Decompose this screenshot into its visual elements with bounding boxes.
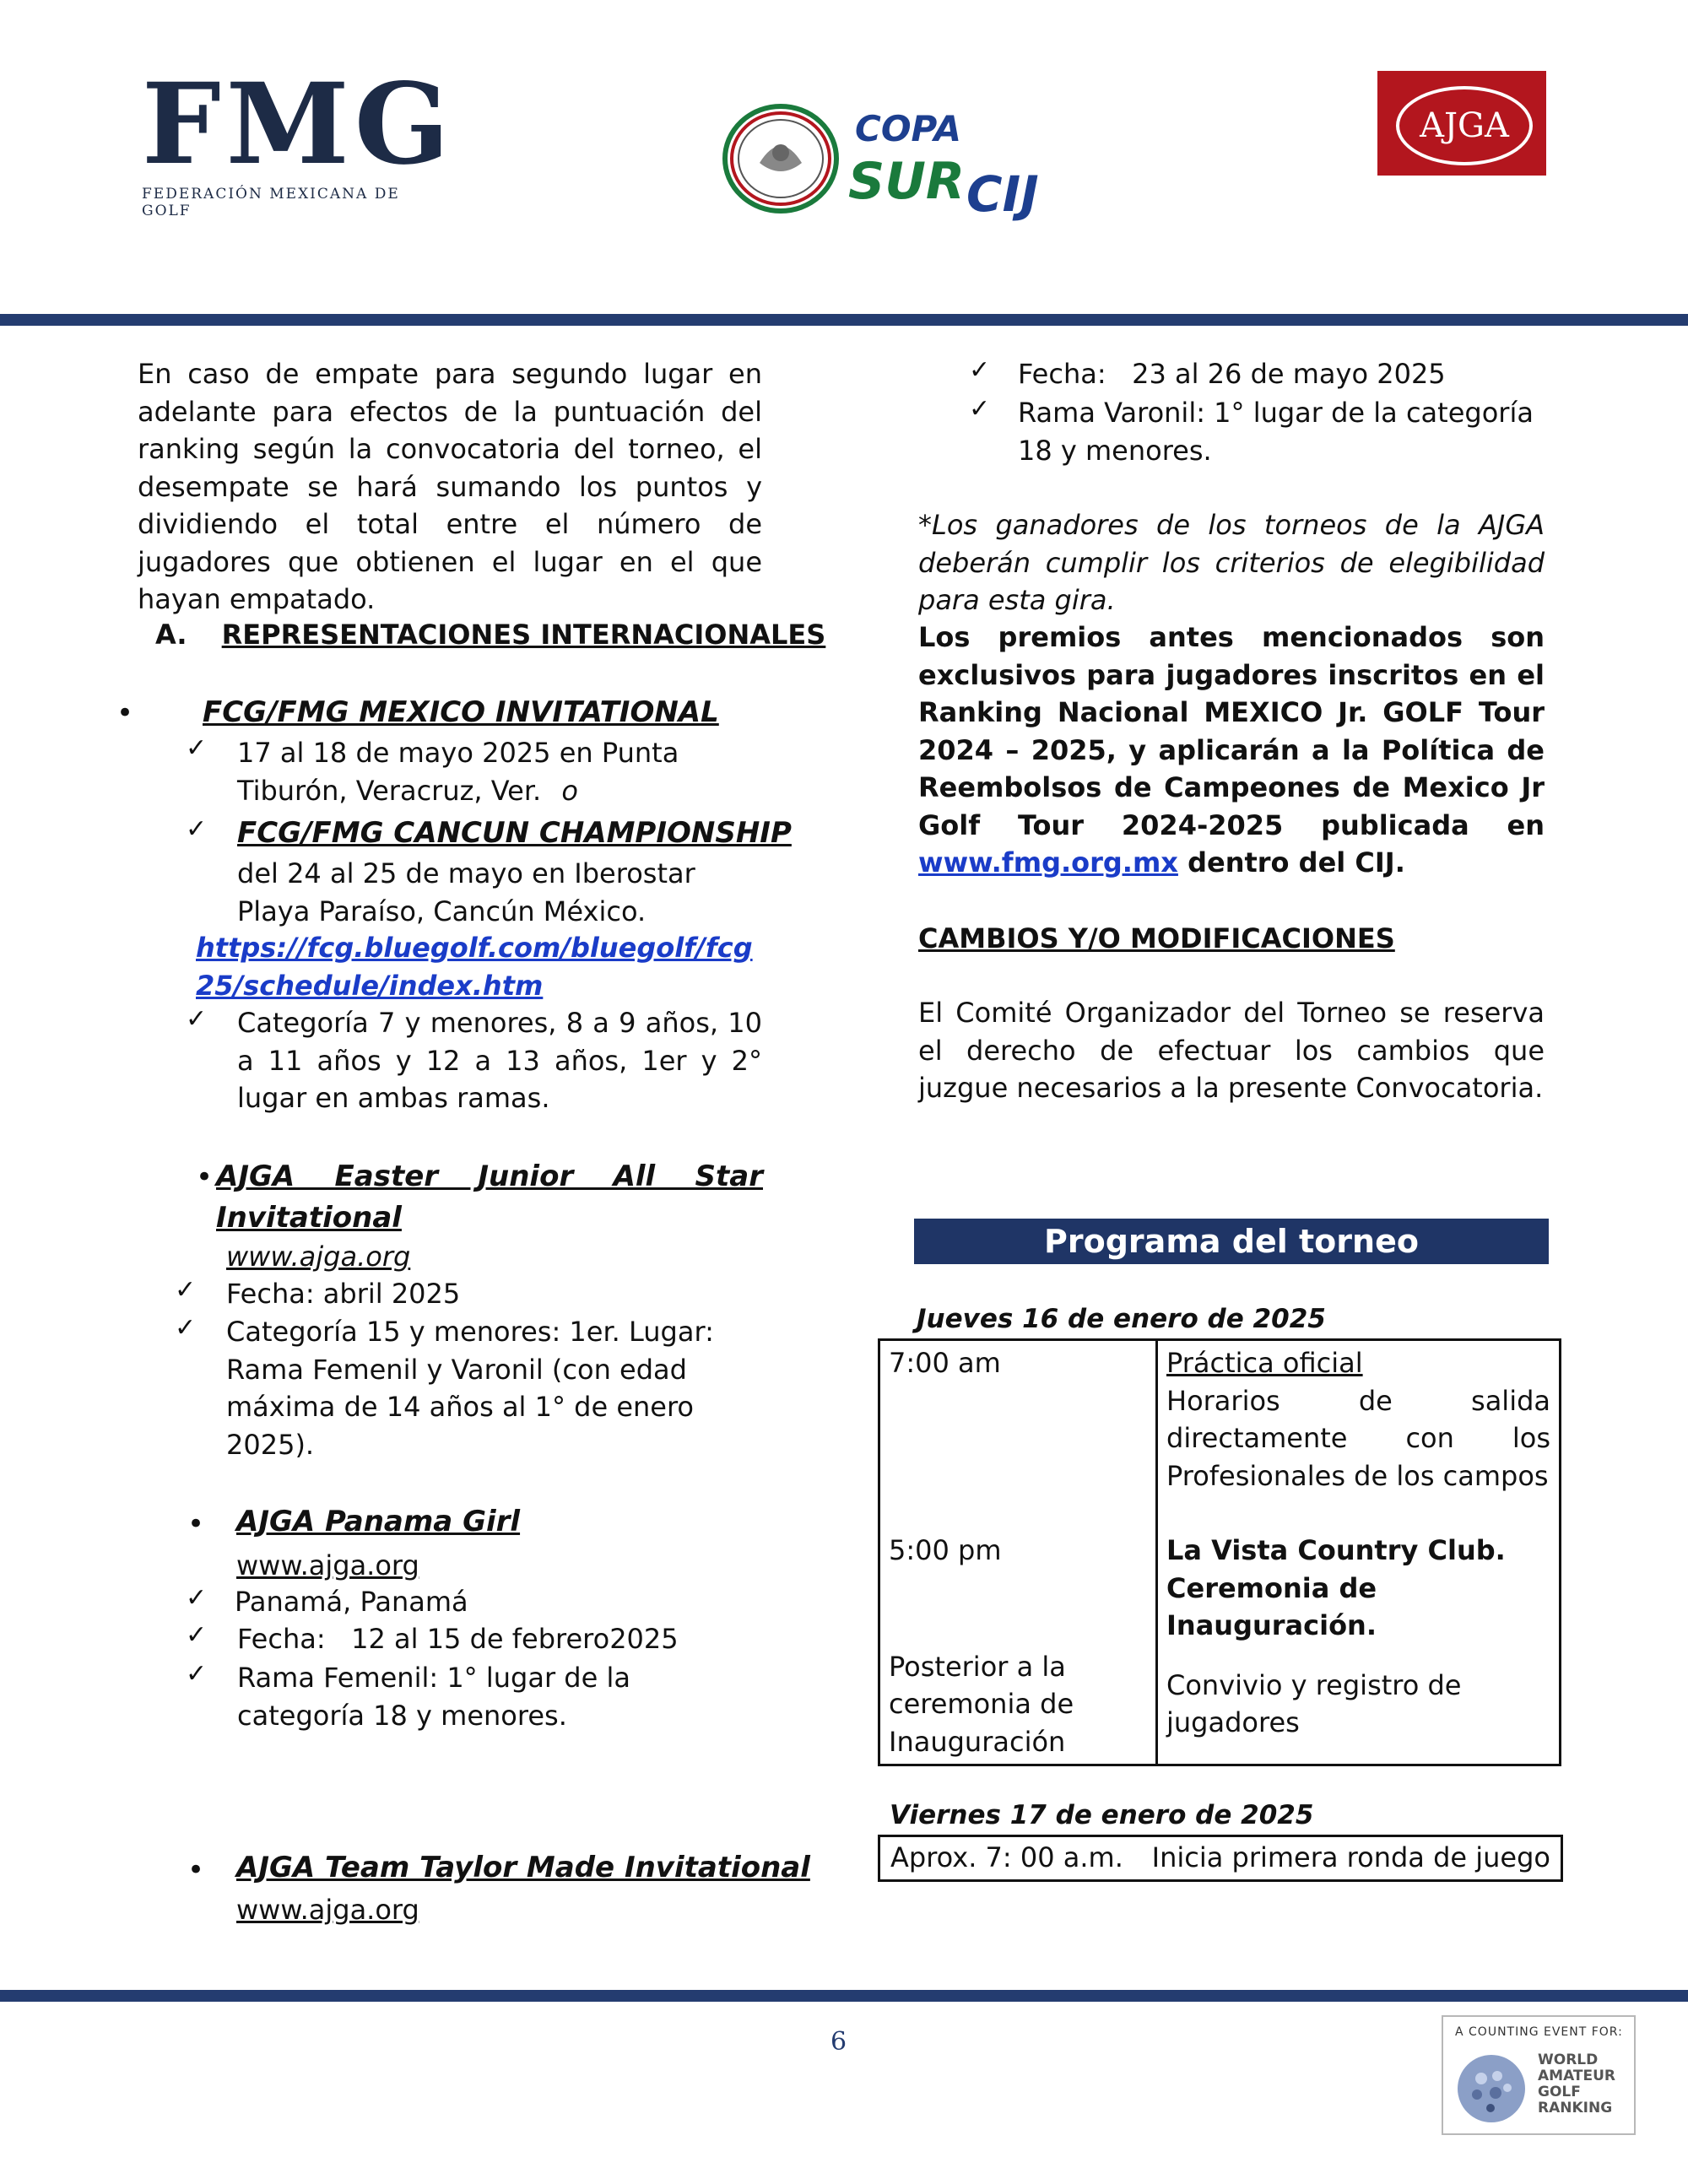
checkmark-icon: ✓	[186, 814, 208, 844]
section-title: REPRESENTACIONES INTERNACIONALES	[221, 619, 826, 651]
friday-event: Inicia primera ronda de juego	[1151, 1841, 1550, 1873]
prizes-paragraph	[918, 619, 1545, 882]
wagr-badge	[1442, 2015, 1636, 2135]
table-row	[879, 1340, 1561, 1529]
easter-category: Categoría 15 y menores: 1er. Lugar: Rama Femenil y Varonil (con edad máxima de 14 años al 1° de enero 2025).	[226, 1316, 714, 1461]
taylor-branch: Rama Varonil: 1° lugar de la categoría 18 y menores.	[1018, 397, 1534, 467]
checkmark-icon: ✓	[186, 1583, 208, 1613]
schedule-event	[1157, 1340, 1561, 1529]
practice-text: Horarios de salida directamente con los Profesionales de los campos	[1166, 1384, 1550, 1492]
fmg-logo-word: FMG	[142, 59, 455, 190]
copa-sur-cij-logo	[722, 100, 1059, 226]
panama-title: AJGA Panama Girl	[236, 1505, 521, 1538]
wagr-line: AMATEUR	[1538, 2068, 1616, 2084]
cancun-category: Categoría 7 y menores, 8 a 9 años, 10 a 11 años y 12 a 13 años, 1er y 2° lugar en ambas ramas.	[237, 1007, 762, 1114]
schedule-time	[879, 1528, 1157, 1648]
ajga-logo-word: AJGA	[1420, 106, 1509, 145]
friday-schedule-row	[878, 1835, 1563, 1882]
bullet-icon: •	[187, 1853, 205, 1887]
bullet-icon: •	[116, 696, 134, 730]
taylor-site: www.ajga.org	[236, 1894, 419, 1926]
wagr-wordmark	[1538, 2052, 1615, 2116]
cancun-link[interactable]: https://fcg.bluegolf.com/bluegolf/fcg25/schedule/index.htm	[196, 932, 753, 1002]
section-letter: A.	[155, 619, 187, 651]
mexico-invitational-title: FCG/FMG MEXICO INVITATIONAL	[203, 695, 719, 729]
schedule-time	[879, 1648, 1157, 1765]
schedule-time-text: 7:00 am	[889, 1347, 1001, 1379]
section-a	[155, 619, 825, 651]
reception-text: Convivio y registro de jugadores	[1166, 1668, 1462, 1738]
program-title: Programa del torneo	[1044, 1223, 1419, 1260]
schedule-time	[879, 1340, 1157, 1529]
taylor-title: AJGA Team Taylor Made Invitational	[236, 1851, 810, 1884]
practice-title: Práctica oficial	[1166, 1347, 1363, 1379]
schedule-event	[1157, 1528, 1561, 1648]
checkmark-icon: ✓	[175, 1275, 197, 1305]
thursday-label: Jueves 16 de enero de 2025	[917, 1304, 1326, 1334]
friday-label: Viernes 17 de enero de 2025	[890, 1800, 1314, 1830]
ajga-logo	[1377, 71, 1546, 176]
mexico-invitational-date-text: 17 al 18 de mayo 2025 en Punta Tiburón, Veracruz, Ver.	[237, 737, 679, 807]
friday-time: Aprox. 7: 00 a.m.	[890, 1841, 1123, 1873]
bullet-icon: •	[196, 1160, 214, 1194]
wagr-line: GOLF	[1538, 2084, 1581, 2100]
seal-icon	[722, 104, 840, 214]
panama-branch: Rama Femenil: 1° lugar de la categoría 18 y menores.	[237, 1662, 630, 1732]
easter-title: AJGA Easter Junior All Star Invitational	[216, 1160, 763, 1235]
cancun-title: FCG/FMG CANCUN CHAMPIONSHIP	[237, 816, 792, 850]
panama-place: Panamá, Panamá	[235, 1586, 468, 1618]
easter-site: www.ajga.org	[226, 1241, 411, 1273]
panama-site: www.ajga.org	[236, 1549, 419, 1581]
checkmark-icon: ✓	[186, 1659, 208, 1689]
fmg-link[interactable]: www.fmg.org.mx	[918, 846, 1178, 878]
wagr-line: WORLD	[1538, 2052, 1599, 2068]
ajga-note: *Los ganadores de los torneos de la AJGA deberán cumplir los criterios de elegibilidad para esta gira.	[918, 509, 1545, 616]
schedule-time-text: Posterior a la ceremonia de Inauguración	[889, 1650, 1074, 1758]
checkmark-icon: ✓	[186, 1620, 208, 1650]
easter-date: Fecha: abril 2025	[226, 1278, 461, 1310]
sur-word: SUR	[848, 152, 966, 211]
changes-title: CAMBIOS Y/O MODIFICACIONES	[918, 922, 1395, 954]
fmg-logo-subtitle: FEDERACIÓN MEXICANA DE GOLF	[142, 186, 400, 219]
mexico-invitational-date	[237, 734, 765, 809]
changes-text: El Comité Organizador del Torneo se reserva el derecho de efectuar los cambios que juzgue necesarios a la presente Convocatoria.	[918, 997, 1545, 1104]
header-rule	[0, 314, 1688, 326]
cij-word: CIJ	[966, 165, 1039, 223]
program-banner	[914, 1219, 1549, 1264]
schedule-event	[1157, 1648, 1561, 1765]
cancun-detail: del 24 al 25 de mayo en Iberostar Playa Paraíso, Cancún México.	[237, 857, 695, 927]
tie-paragraph: En caso de empate para segundo lugar en adelante para efectos de la puntuación del ranking según la convocatoria del torneo, el desempate se hará sumando los puntos y dividiendo el total entre el número de jugadores que obtienen el lugar en el que hayan empatado.	[138, 358, 762, 615]
copa-word: COPA	[855, 108, 961, 149]
ceremony-title: La Vista Country Club. Ceremonia de Inauguración.	[1166, 1534, 1506, 1641]
mexico-invitational-or: o	[561, 774, 578, 807]
wagr-line: RANKING	[1538, 2100, 1613, 2116]
table-row	[879, 1648, 1561, 1765]
table-row	[879, 1528, 1561, 1648]
wagr-caption: A COUNTING EVENT FOR:	[1455, 2025, 1623, 2039]
checkmark-icon: ✓	[969, 355, 991, 385]
page-number: 6	[830, 2027, 847, 2057]
golf-ball-icon	[1453, 2051, 1529, 2127]
prizes-text: Los premios antes mencionados son exclusivos para jugadores inscritos en el Ranking Nacional MEXICO Jr. GOLF Tour 2024 – 2025, y aplicarán a la Política de Reembolsos de Campeones de Mexico Jr Golf Tour 2024-2025 publicada en	[918, 621, 1545, 841]
bullet-icon: •	[187, 1507, 205, 1541]
checkmark-icon: ✓	[186, 1004, 208, 1034]
thursday-schedule-table	[878, 1338, 1561, 1766]
panama-date: Fecha: 12 al 15 de febrero2025	[237, 1623, 679, 1655]
schedule-time-text: 5:00 pm	[889, 1534, 1002, 1566]
taylor-date: Fecha: 23 al 26 de mayo 2025	[1018, 358, 1446, 390]
checkmark-icon: ✓	[186, 733, 208, 763]
prizes-text-end: dentro del CIJ.	[1188, 846, 1405, 878]
checkmark-icon: ✓	[175, 1313, 197, 1343]
checkmark-icon: ✓	[969, 394, 991, 424]
footer-rule	[0, 1990, 1688, 2002]
fmg-logo	[142, 59, 455, 219]
